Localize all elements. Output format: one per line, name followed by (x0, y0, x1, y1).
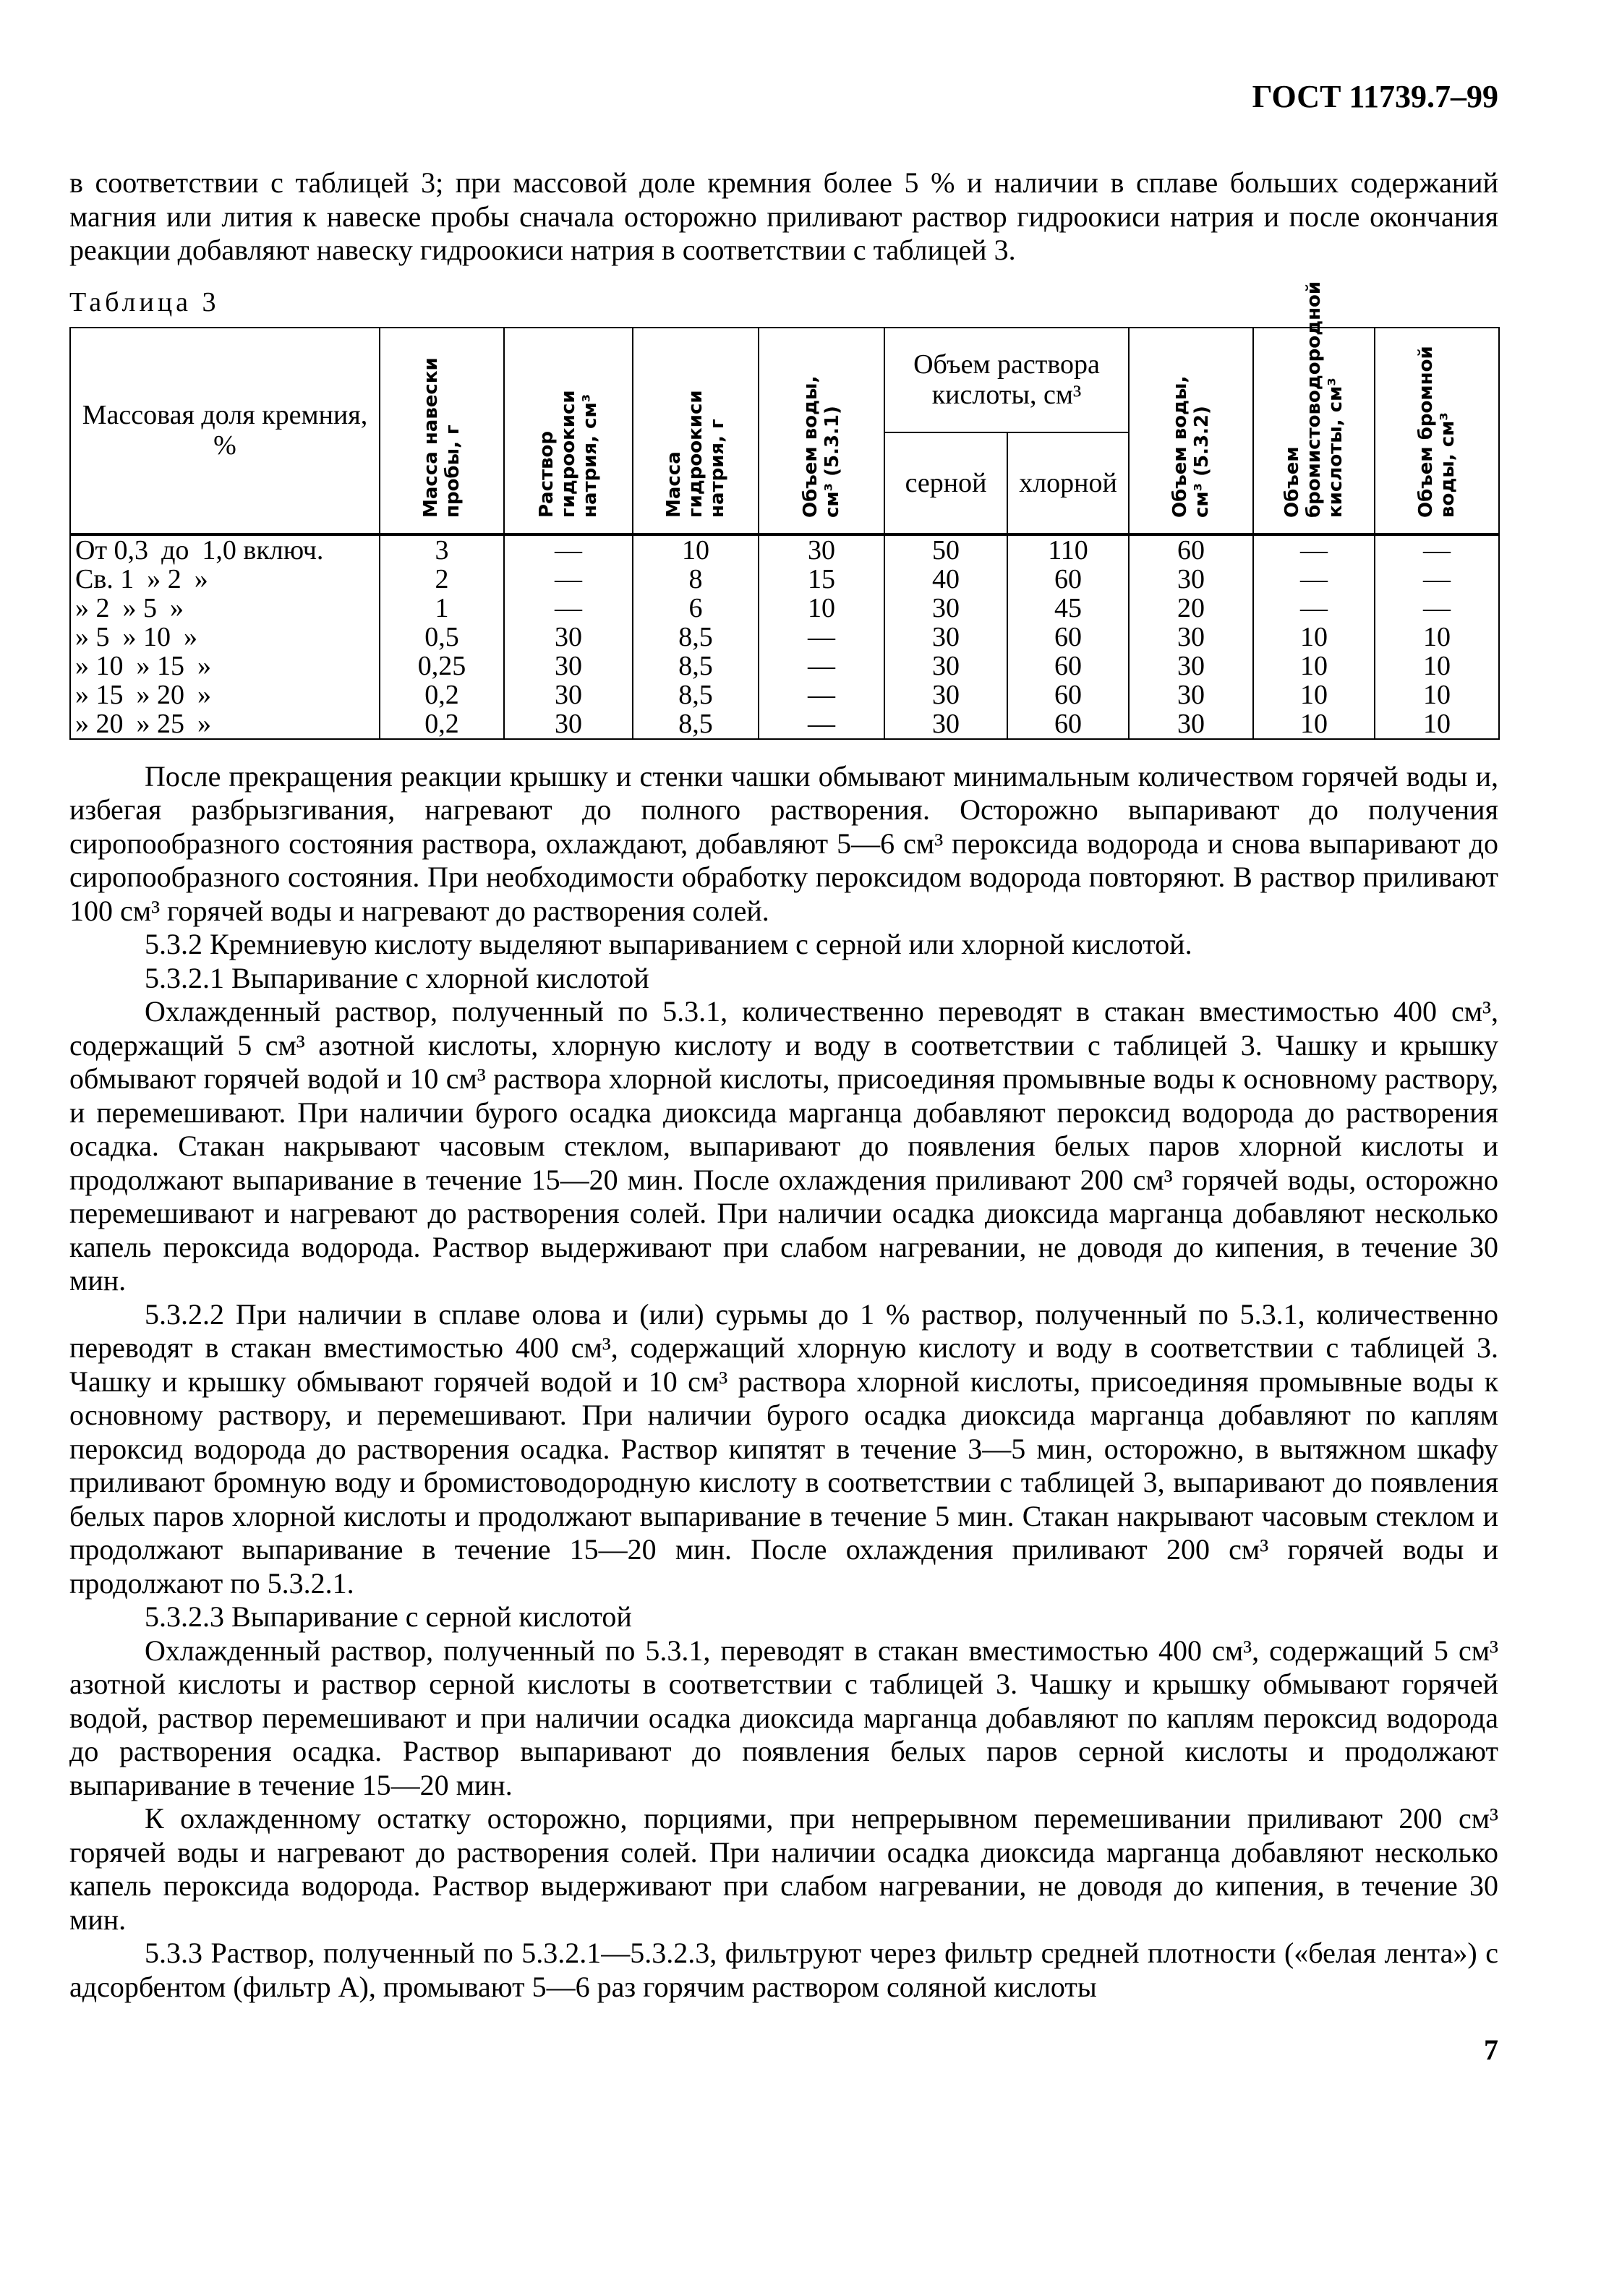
intro-text (69, 166, 1498, 268)
table-cell: — (1375, 534, 1499, 565)
table-cell: 30 (884, 709, 1007, 739)
table-row (70, 709, 1499, 739)
table-cell: 60 (1129, 534, 1253, 565)
range-part: » (184, 621, 197, 652)
range-cell (70, 680, 380, 709)
table-row (70, 652, 1499, 680)
table-cell: — (759, 623, 884, 652)
table-cell: 0,5 (380, 623, 504, 652)
paragraph: 5.3.2.1 Выпаривание с хлорной кислотой (145, 961, 649, 994)
range-part: Св. 1 (75, 563, 135, 594)
table-cell: 30 (504, 652, 633, 680)
page-number: 7 (1484, 2033, 1498, 2066)
table-cell: — (1375, 565, 1499, 594)
table-cell: 110 (1007, 534, 1129, 565)
paragraph: Охлажденный раствор, полученный по 5.3.1, количественно переводят в стакан вместимостью 400 см³, содержащий 5 см³ азотной кислоты, хлорную кислоту и воду в соответствии с таблицей 3. Чашку и крышку обмывают горячей водой и 10 см³ раствора хлорной кислоты, присоединяя промывные воды к основному раствору, и перемешивают. При наличии бурого осадка диоксида марганца добавляют пероксид водорода до растворения осадка. Стакан накрывают часовым стеклом, выпаривают до появления белых паров хлорной кислоты и продолжают выпаривание в течение 15—20 мин. После охлаждения приливают 200 см³ горячей воды, осторожно перемешивают и нагревают до растворения солей. При наличии осадка диоксида марганца добавляют несколько капель пероксида водорода. Раствор выдерживают при слабом нагревании, не доводя до кипения, в течение 30 мин. (69, 995, 1498, 1297)
col-header: Массовая доля кремния, % (70, 328, 380, 534)
table-row (70, 565, 1499, 594)
table-cell: 30 (1129, 565, 1253, 594)
table-cell: 60 (1007, 709, 1129, 739)
range-part: » 5 (122, 592, 157, 623)
paragraph: в соответствии с таблицей 3; при массовой доле кремния более 5 % и наличии в сплаве больших содержаний магния или лития к навеске пробы сначала осторожно приливают раствор гидроокиси натрия и после окончания реакции добавляют навеску гидроокиси натрия в соответствии с таблицей 3. (69, 166, 1498, 266)
range-cell (70, 565, 380, 594)
col-header: Масса навески пробы, г (380, 328, 504, 534)
col-header: Объем воды, см³ (5.3.1) (759, 328, 884, 534)
table-cell: 8,5 (633, 709, 759, 739)
table-cell: — (759, 652, 884, 680)
table-cell: 0,2 (380, 709, 504, 739)
table-cell: 20 (1129, 594, 1253, 623)
table-cell: 10 (1253, 680, 1375, 709)
table-cell: 10 (759, 594, 884, 623)
table-cell: 0,25 (380, 652, 504, 680)
table-cell: 8 (633, 565, 759, 594)
range-part: » (197, 679, 211, 710)
table-cell: 30 (884, 652, 1007, 680)
col-header: Объем воды, см³ (5.3.2) (1129, 328, 1253, 534)
table-cell: 8,5 (633, 623, 759, 652)
table-row (70, 534, 1499, 565)
paragraph: 5.3.2.2 При наличии в сплаве олова и (или) сурьмы до 1 % раствор, полученный по 5.3.1, количественно переводят в стакан вместимостью 400 см³, содержащий хлорную кислоту и воду в соответствии с таблицей 3. Чашку и крышку обмывают горячей водой и 10 см³ раствора хлорной кислоты, присоединяя промывные воды к основному раствору, и перемешивают. При наличии бурого осадка диоксида марганца добавляют по каплям пероксид водорода до растворения осадка. Раствор кипятят в течение 3—5 мин, осторожно, в вытяжном шкафу приливают бромную воду и бромистоводородную кислоту в соответствии с таблицей 3, выпаривают до появления белых паров хлорной кислоты и продолжают выпаривание в течение 5 мин. Стакан накрывают часовым стеклом и продолжают выпаривание в течение 15—20 мин. После охлаждения приливают 200 см³ горячей воды и продолжают по 5.3.2.1. (69, 1297, 1498, 1600)
range-part: » 20 (136, 679, 184, 710)
table-cell: — (759, 709, 884, 739)
table-cell: 30 (1129, 652, 1253, 680)
table-cell: — (504, 565, 633, 594)
body-text (69, 760, 1498, 2005)
range-part: » 25 (136, 708, 184, 739)
table-cell: 6 (633, 594, 759, 623)
table-cell: 10 (1375, 623, 1499, 652)
table-cell: 0,2 (380, 680, 504, 709)
table-cell: 45 (1007, 594, 1129, 623)
table-cell: 10 (1375, 709, 1499, 739)
table-row (70, 623, 1499, 652)
table-cell: 60 (1007, 680, 1129, 709)
range-part: » 10 (75, 650, 124, 681)
paragraph: После прекращения реакции крышку и стенки чашки обмывают минимальным количеством горячей воды и, избегая разбрызгивания, нагревают до полного растворения. Осторожно выпаривают до получения сиропообразного состояния раствора, охлаждают, добавляют 5—6 см³ пероксида водорода и снова выпаривают до сиропообразного состояния. При необходимости обработку пероксидом водорода повторяют. В раствор приливают 100 см³ горячей воды и нагревают до растворения солей. (69, 759, 1498, 927)
col-header-group: Объем раствора кислоты, см³ (884, 328, 1129, 432)
table-cell: 10 (1375, 680, 1499, 709)
table-cell: — (759, 680, 884, 709)
range-part: 1,0 включ. (202, 534, 324, 566)
table-cell: 30 (1129, 623, 1253, 652)
col-header: Масса гидроокиси натрия, г (633, 328, 759, 534)
range-cell (70, 709, 380, 739)
paragraph: К охлажденному остатку осторожно, порциями, при непрерывном перемешивании приливают 200 см³ горячей воды и нагревают до растворения солей. При наличии осадка диоксида марганца добавляют несколько капель пероксида водорода. Раствор выдерживают при слабом нагревании, не доводя до кипения, в течение 30 мин. (69, 1802, 1498, 1936)
table-cell: 40 (884, 565, 1007, 594)
table-cell: — (1253, 594, 1375, 623)
range-part: От 0,3 (75, 534, 149, 566)
table-cell: 30 (504, 680, 633, 709)
range-part: » 2 (75, 592, 110, 623)
range-part: » (170, 592, 184, 623)
table-row (70, 594, 1499, 623)
subheader: хлорной (1007, 432, 1129, 534)
table-cell: 30 (884, 680, 1007, 709)
table-cell: 30 (884, 594, 1007, 623)
table-cell: 60 (1007, 623, 1129, 652)
table-cell: 3 (380, 534, 504, 565)
range-part: » (194, 563, 208, 594)
range-part: » (197, 708, 211, 739)
range-part: » 20 (75, 708, 124, 739)
standard-number: ГОСТ 11739.7–99 (1252, 79, 1498, 114)
range-cell (70, 534, 380, 565)
range-cell (70, 652, 380, 680)
table-cell: 1 (380, 594, 504, 623)
table-cell: 8,5 (633, 652, 759, 680)
table-cell: — (1253, 565, 1375, 594)
subheader: серной (884, 432, 1007, 534)
table-cell: 2 (380, 565, 504, 594)
col-header: Объем бромной воды, см³ (1375, 328, 1499, 534)
col-header: Раствор гидроокиси натрия, см³ (504, 328, 633, 534)
table-cell: 10 (1253, 652, 1375, 680)
table-cell: 30 (504, 709, 633, 739)
table-cell: 10 (1253, 623, 1375, 652)
table-cell: 10 (1253, 709, 1375, 739)
range-part: » 15 (75, 679, 124, 710)
paragraph: Охлажденный раствор, полученный по 5.3.1, переводят в стакан вместимостью 400 см³, содержащий 5 см³ азотной кислоты и раствор серной кислоты в соответствии с таблицей 3. Чашку и крышку обмывают горячей водой, раствор перемешивают и при наличии осадка диоксида марганца добавляют по каплям пероксид водорода до растворения осадка. Раствор выпаривают до появления белых паров серной кислоты и продолжают выпаривание в течение 15—20 мин. (69, 1634, 1498, 1801)
table-cell: 60 (1007, 565, 1129, 594)
range-cell (70, 623, 380, 652)
table-cell: 60 (1007, 652, 1129, 680)
paragraph: 5.3.3 Раствор, полученный по 5.3.2.1—5.3.2.3, фильтруют через фильтр средней плотности («белая лента») с адсорбентом (фильтр А), промывают 5—6 раз горячим раствором соляной кислоты (69, 1937, 1498, 2003)
range-part: » 2 (147, 563, 182, 594)
range-cell (70, 594, 380, 623)
table-cell: 10 (633, 534, 759, 565)
table-cell: — (504, 594, 633, 623)
table-cell: 30 (759, 534, 884, 565)
table-caption: Таблица 3 (69, 286, 220, 317)
range-part: » 10 (122, 621, 171, 652)
table-cell: 30 (504, 623, 633, 652)
table-cell: — (1375, 594, 1499, 623)
range-part: » 5 (75, 621, 110, 652)
table-cell: 10 (1375, 652, 1499, 680)
table-cell: 8,5 (633, 680, 759, 709)
table-row (70, 680, 1499, 709)
col-header: Объем бромистоводородной кислоты, см³ (1253, 328, 1375, 534)
table-cell: 15 (759, 565, 884, 594)
table-cell: — (1253, 534, 1375, 565)
paragraph: 5.3.2 Кремниевую кислоту выделяют выпариванием с серной или хлорной кислотой. (145, 928, 1192, 960)
table-cell: 50 (884, 534, 1007, 565)
table-cell: — (504, 534, 633, 565)
range-part: » (197, 650, 211, 681)
table-cell: 30 (884, 623, 1007, 652)
range-part: » 15 (136, 650, 184, 681)
table-cell: 30 (1129, 680, 1253, 709)
paragraph: 5.3.2.3 Выпаривание с серной кислотой (145, 1600, 632, 1633)
range-part: до (161, 534, 189, 566)
table-cell: 30 (1129, 709, 1253, 739)
